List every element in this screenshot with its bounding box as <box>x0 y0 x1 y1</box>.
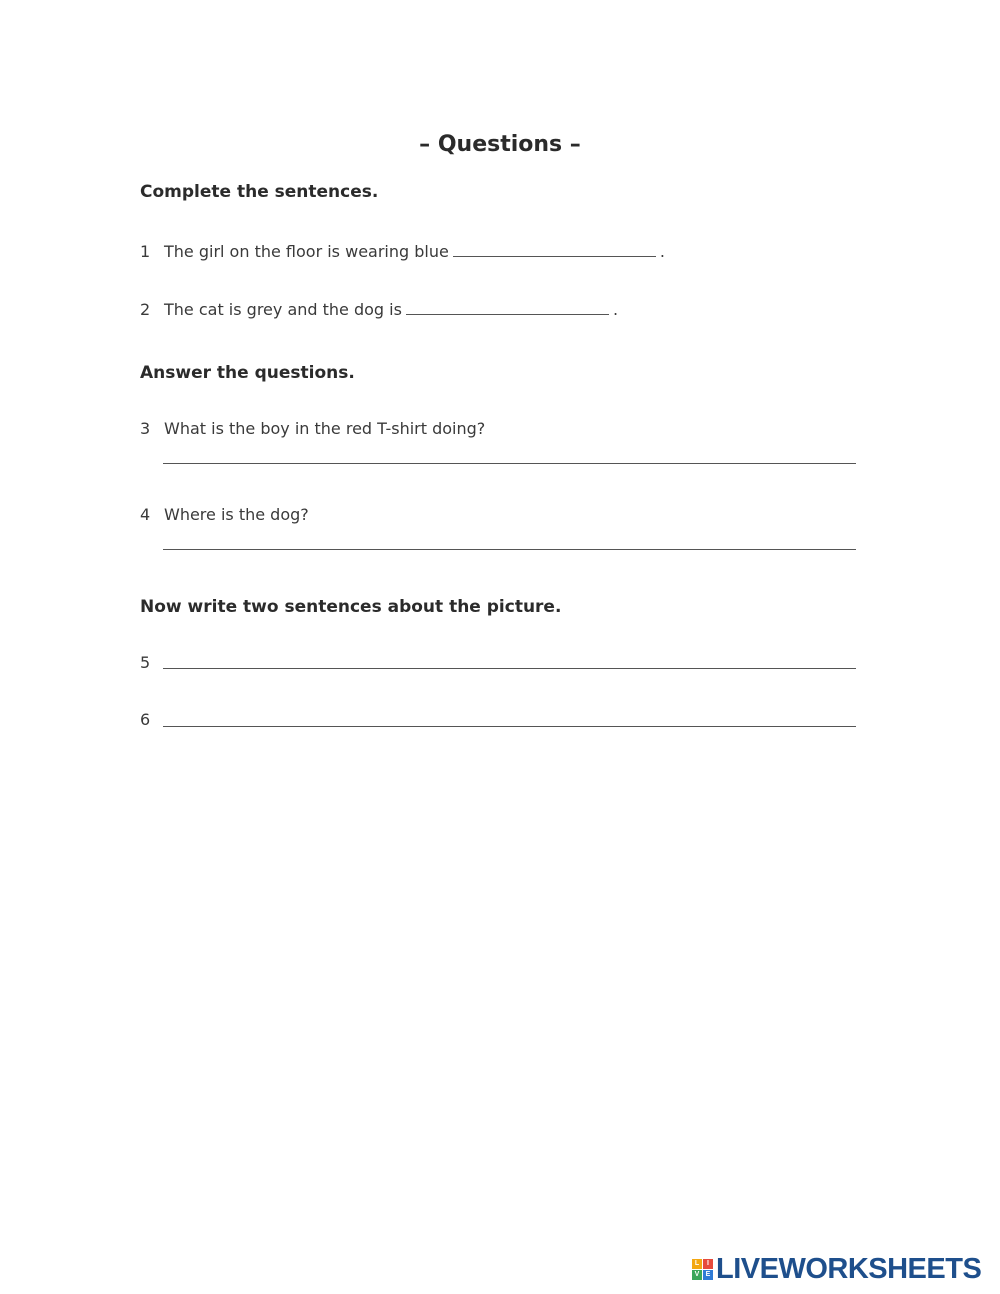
section-heading-complete: Complete the sentences. <box>140 182 379 202</box>
question-text: The cat is grey and the dog is <box>164 300 402 319</box>
question-text: What is the boy in the red T-shirt doing? <box>164 419 486 438</box>
answer-line-3[interactable] <box>163 463 856 464</box>
section-heading-answer: Answer the questions. <box>140 363 355 383</box>
question-text: Where is the dog? <box>164 505 309 524</box>
question-3 <box>140 419 485 438</box>
sentence-end: . <box>612 300 619 319</box>
question-number: 2 <box>140 300 151 319</box>
answer-line-6[interactable] <box>163 726 856 727</box>
page-title: – Questions – <box>419 132 581 157</box>
logo-letter: V <box>692 1270 702 1280</box>
question-number-5: 5 <box>140 653 151 672</box>
section-heading-write: Now write two sentences about the picture. <box>140 597 562 617</box>
logo-letter: I <box>703 1259 713 1269</box>
question-text: The girl on the floor is wearing blue <box>164 242 449 261</box>
question-1 <box>140 242 665 261</box>
question-number-6: 6 <box>140 710 151 729</box>
answer-blank-1[interactable] <box>453 242 656 257</box>
brand-name: LIVEWORKSHEETS <box>716 1252 982 1285</box>
liveworksheets-logo-icon <box>692 1259 713 1280</box>
question-4 <box>140 505 309 524</box>
logo-letter: L <box>692 1259 702 1269</box>
question-number: 3 <box>140 419 151 438</box>
question-2 <box>140 300 618 319</box>
answer-line-4[interactable] <box>163 549 856 550</box>
answer-line-5[interactable] <box>163 668 856 669</box>
logo-letter: E <box>703 1270 713 1280</box>
answer-blank-2[interactable] <box>406 300 609 315</box>
sentence-end: . <box>659 242 665 261</box>
question-number: 1 <box>140 242 151 261</box>
question-number: 4 <box>140 505 151 524</box>
liveworksheets-brand[interactable] <box>692 1253 981 1285</box>
